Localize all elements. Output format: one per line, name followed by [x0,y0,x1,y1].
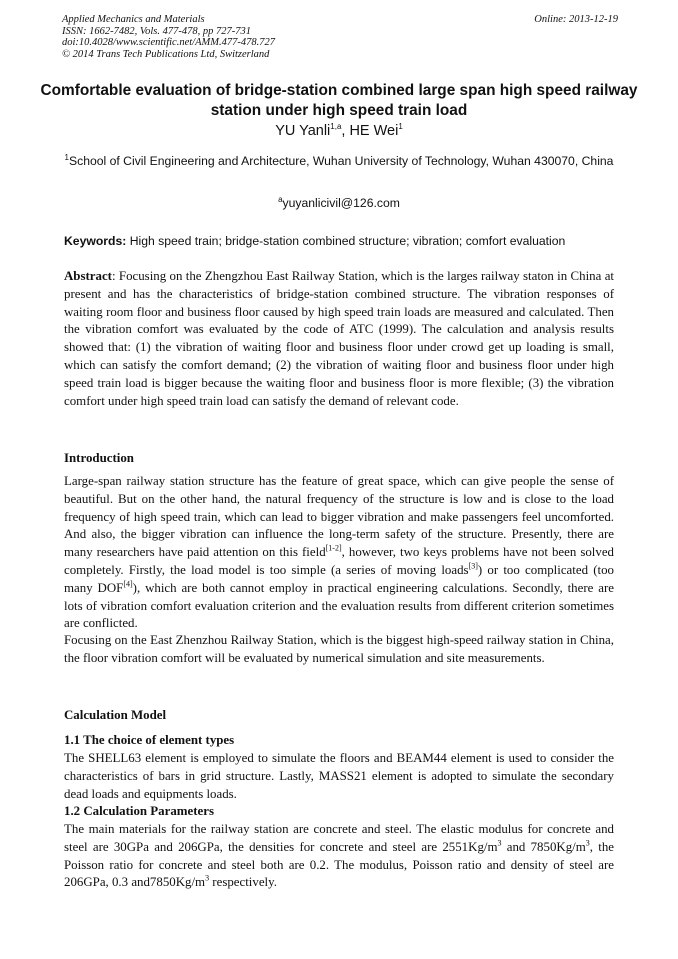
abstract [64,268,614,410]
section-1-2-text [64,821,614,892]
introduction-heading: Introduction [64,451,134,465]
author-email [40,196,638,210]
copyright-line: © 2014 Trans Tech Publications Ltd, Switzerland [62,48,270,60]
introduction-paragraph-1 [64,473,614,633]
issn-line: ISSN: 1662-7482, Vols. 477-478, pp 727-731 [62,25,251,37]
abstract-text: : Focusing on the Zhengzhou East Railway Station, which is the larges railway staton in China at present and has the characteristics of bridge-station combined structure. The vibration responses of waiting room floor and business floor caused by high speed train loads are measured and calculated. Then the vibration comfort was evaluated by the code of ATC (1999). The calculation and analysis results showed that: (1) the vibration of waiting floor and business floor under crowd get up loading is small, which can satisfy the comfort demand; (2) the vibration of waiting floor and business floor under high speed train load is bigger because the waiting floor and business floor is more flexible; (3) the vibration comfort under high speed train load can satisfy the demand of relevant code. [64,269,614,408]
s2-sup-3: 3 [205,874,210,884]
author-line [40,123,638,139]
section-1-1-heading: 1.1 The choice of element types [64,733,235,747]
calculation-model-heading: Calculation Model [64,708,167,722]
author-1-name: YU Yanli [275,123,331,139]
author-1-sup: 1,a [330,122,342,132]
author-2-name: HE Wei [349,123,399,139]
keywords-text: High speed train; bridge-station combined structure; vibration; comfort evaluation [126,234,566,248]
s2-sup-2: 3 [585,838,590,848]
doi-line: doi:10.4028/www.scientific.net/AMM.477-478.727 [62,37,275,49]
keywords-label: Keywords: [64,234,127,248]
citation-4: [4] [123,579,133,589]
paper-title: Comfortable evaluation of bridge-station combined large span high speed railway station under high speed train load [40,82,638,119]
s2-text-c: , the Poisson ratio for concrete and steel both are 0.2. The modulus, Poisson ratio and density of steel are 206GPa, 0.3 and7850Kg/m [64,839,614,890]
intro-text-a: Large-span railway station structure has the feature of great space, which can give people the sense of beautiful. But on the other hand, the natural frequency of the structure is low and is close to the load frequency of high speed train, which can lead to bigger vibration and make passengers feel uncomforted. And also, the bigger vibration can influence the long-term safety of the structure. Presently, there are many researchers have paid attention on this field [64,474,614,560]
email-sup: a [278,194,283,204]
citation-1-2: [1-2] [325,543,342,553]
email-address: yuyanlicivil@126.com [282,196,400,210]
section-1-2-heading: 1.2 Calculation Parameters [64,804,214,818]
s2-text-d: respectively. [209,875,277,890]
journal-header [62,14,618,60]
s2-text-b: and 7850Kg/m [501,839,586,854]
intro-text-c: ) or too complicated (too many DOF [64,562,614,595]
section-1-1-text: The SHELL63 element is employed to simulate the floors and BEAM44 element is used to consider the characteristics of bars in grid structure. Lastly, MASS21 element is adopted to simulate the secondary dead loads and equipments loads. [64,751,614,801]
intro-text-b: , however, two keys problems have not been solved completely. Firstly, the load model is too simple (a series of moving loads [64,545,614,577]
journal-name: Applied Mechanics and Materials [62,14,205,25]
abstract-label: Abstract [64,269,112,283]
citation-3: [3] [468,561,478,571]
affiliation-text: School of Civil Engineering and Architecture, Wuhan University of Technology, Wuhan 430070, China [68,154,614,168]
author-2-sup: 1 [398,122,403,132]
online-date: Online: 2013-12-19 [534,14,618,25]
affiliation-sup: 1 [64,152,69,162]
affiliation [50,152,628,171]
introduction-paragraph-2: Focusing on the East Zhenzhou Railway Station, which is the biggest high-speed railway station in China, the floor vibration comfort will be evaluated by numerical simulation and site measurements. [64,633,614,665]
s2-text-a: The main materials for the railway station are concrete and steel. The elastic modulus for concrete and steel are 30GPa and 206GPa, the densities for concrete and steel are 2551Kg/m [64,822,614,854]
keywords [64,234,620,248]
s2-sup-1: 3 [497,838,502,848]
author-separator: , [341,123,350,139]
intro-text-d: ), which are both cannot employ in practical engineering calculations. Secondly, there are lots of vibration comfort evaluation criterion and the evaluation results from different criterion sometimes are conflicted. [64,580,614,631]
